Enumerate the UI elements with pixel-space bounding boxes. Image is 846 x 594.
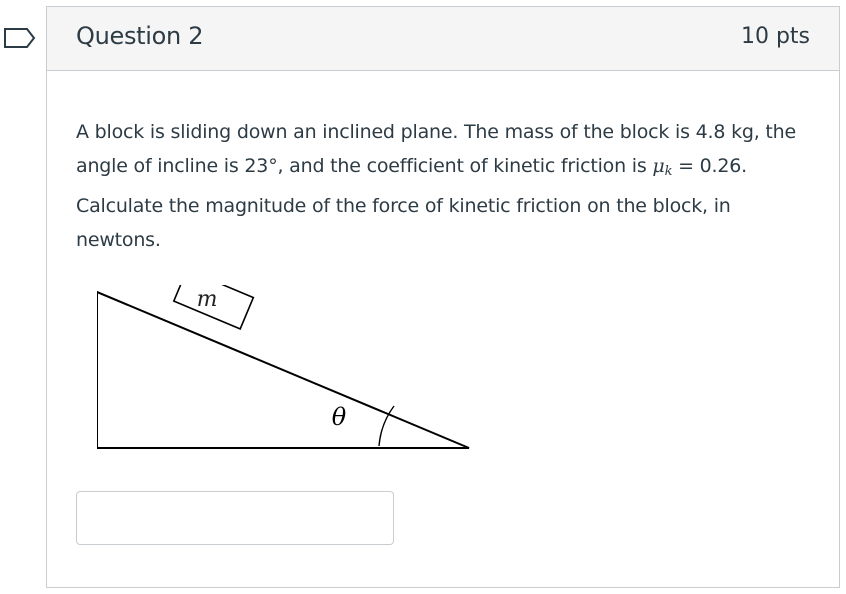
incline-diagram bbox=[97, 285, 527, 455]
block bbox=[173, 285, 253, 330]
incline-triangle bbox=[97, 292, 469, 448]
question-title: Question 2 bbox=[76, 22, 204, 50]
mu-subscript: k bbox=[664, 164, 673, 179]
question-header bbox=[47, 7, 839, 71]
question-text-part-1: A block is sliding down an inclined plane. The mass of the block is 4.8 kg, the angle of incline is 23°, and the coefficient of kinetic friction is bbox=[76, 121, 797, 177]
question-text bbox=[76, 115, 816, 257]
question-card bbox=[46, 6, 840, 588]
answer-input[interactable] bbox=[76, 491, 394, 545]
mu-symbol: μ bbox=[652, 155, 665, 177]
question-text-part-2: = 0.26. Calculate the magnitude of the force of kinetic friction on the block, in newtons. bbox=[76, 155, 747, 251]
mass-label: m bbox=[196, 287, 218, 312]
angle-label: θ bbox=[331, 403, 347, 431]
question-points: 10 pts bbox=[740, 24, 810, 49]
flag-question-icon[interactable] bbox=[3, 27, 37, 49]
